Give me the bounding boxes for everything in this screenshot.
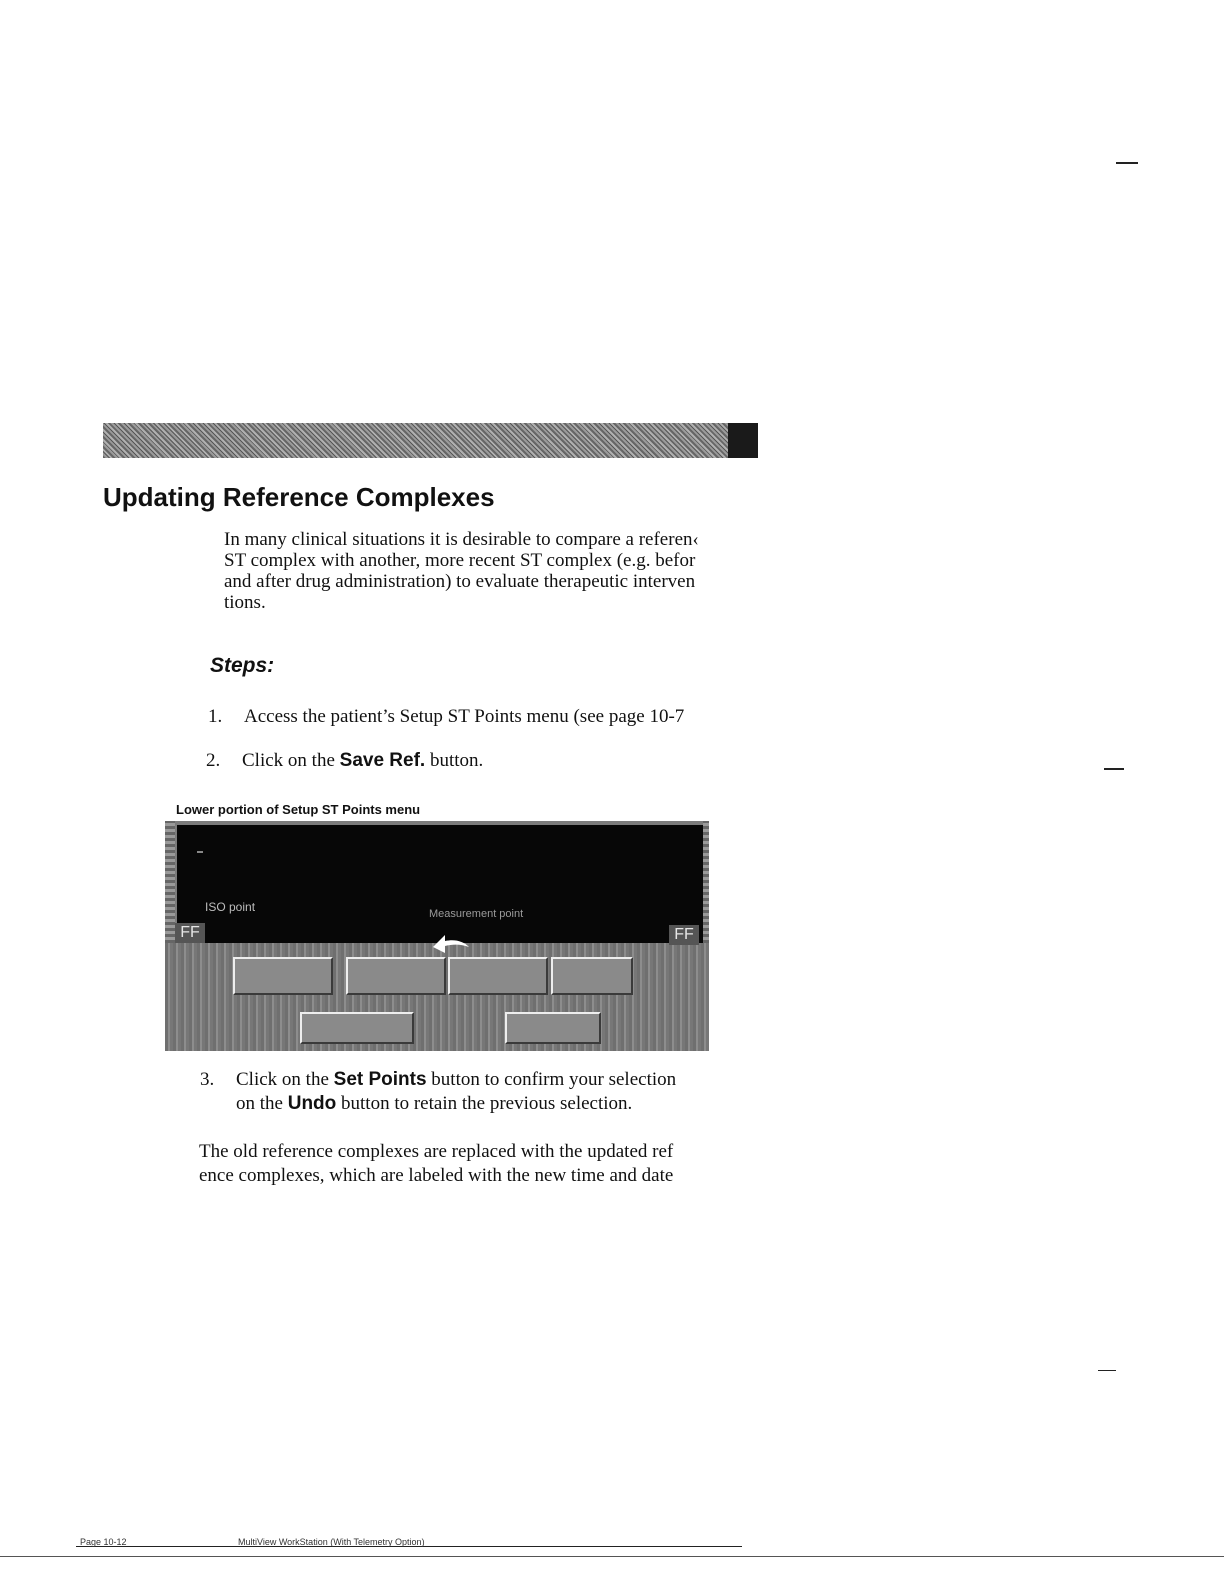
steps-heading: Steps: (210, 654, 275, 677)
measurement-point-stepper[interactable]: FF (669, 925, 699, 945)
section-banner (103, 423, 758, 458)
undo-label: Undo (287, 1093, 337, 1114)
figure-caption: Lower portion of Setup ST Points menu (176, 802, 421, 817)
iso-point-stepper[interactable]: FF (175, 923, 205, 943)
page-number: Page 10-12 (80, 1537, 127, 1547)
step-number: 3. (200, 1069, 215, 1090)
intro-paragraph (224, 529, 699, 613)
footer-title: MultiView WorkStation (With Telemetry Option) (238, 1537, 425, 1547)
screen-button[interactable] (346, 957, 446, 995)
iso-point-label: ISO point (205, 900, 256, 914)
waveform-area (177, 825, 703, 943)
step-text: button to retain the previous selection. (336, 1093, 633, 1114)
step-number: 2. (206, 750, 221, 771)
intro-line: In many clinical situations it is desirable to compare a referen‹ (224, 529, 699, 550)
footer-rule (0, 1556, 1224, 1557)
screen-button[interactable] (551, 957, 633, 995)
save-ref-button[interactable] (448, 957, 548, 995)
margin-mark (1116, 162, 1138, 164)
step-text: Click on the (242, 750, 340, 771)
cursor-mark (197, 851, 203, 853)
step-1 (208, 706, 684, 728)
intro-line: tions. (224, 592, 266, 613)
step-2 (206, 750, 483, 772)
margin-mark (1104, 768, 1124, 770)
set-points-label: Set Points (333, 1069, 427, 1090)
save-ref-label: Save Ref. (339, 750, 426, 771)
page-title: Updating Reference Complexes (103, 482, 495, 512)
screen-border (703, 821, 709, 943)
conclusion-line: The old reference complexes are replaced with the updated ref (199, 1141, 674, 1162)
step-text: Click on the (236, 1069, 334, 1090)
conclusion-paragraph (199, 1140, 673, 1188)
step-number: 1. (208, 706, 223, 727)
screen-button[interactable] (233, 957, 333, 995)
screen-border (165, 821, 175, 943)
set-points-button[interactable] (300, 1012, 414, 1044)
margin-mark (1098, 1370, 1116, 1371)
step-text: on the (236, 1093, 288, 1114)
intro-line: and after drug administration) to evaluate therapeutic interven (224, 571, 696, 592)
undo-button[interactable] (505, 1012, 601, 1044)
pointer-arrow-icon (429, 927, 471, 957)
step-text: button to confirm your selection (426, 1069, 677, 1090)
conclusion-line: ence complexes, which are labeled with the new time and date (199, 1165, 674, 1186)
step-3 (200, 1068, 676, 1116)
intro-line: ST complex with another, more recent ST complex (e.g. befor (224, 550, 696, 571)
step-text: button. (425, 750, 484, 771)
measurement-point-label: Measurement point (429, 908, 524, 920)
step-text: Access the patient’s Setup ST Points menu (see page 10-7 (244, 706, 685, 727)
setup-st-points-screenshot (165, 821, 709, 1051)
